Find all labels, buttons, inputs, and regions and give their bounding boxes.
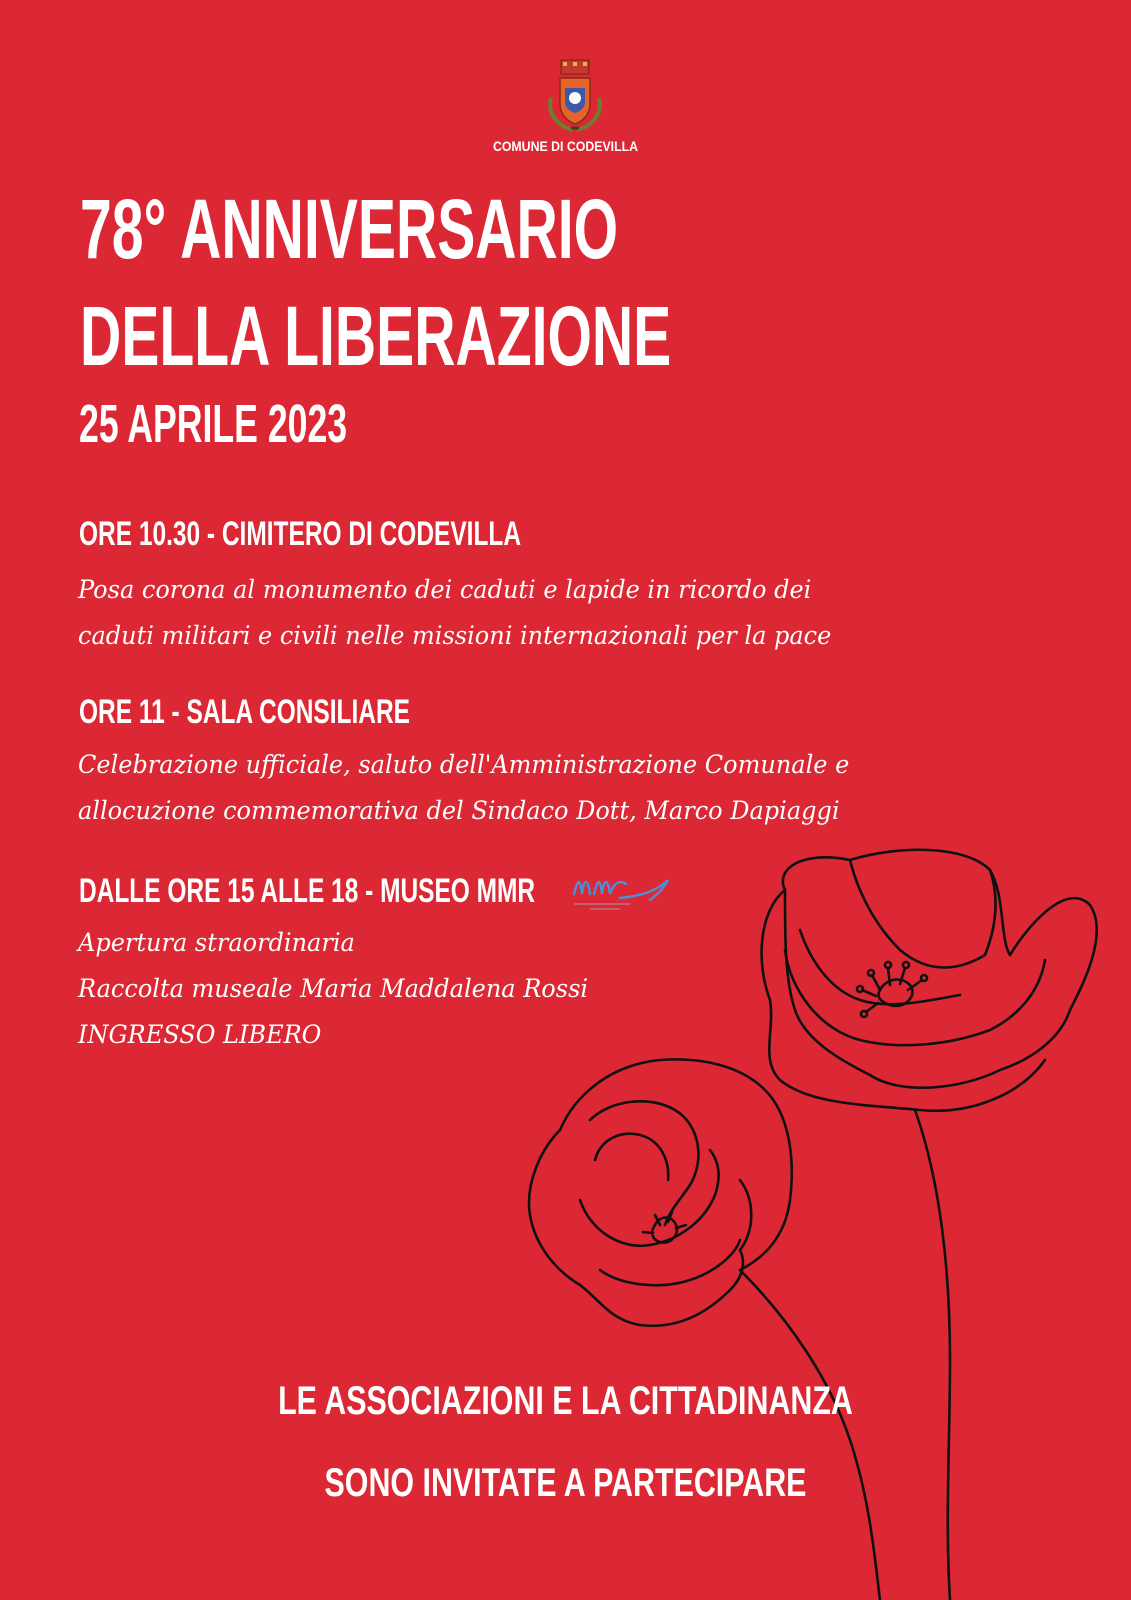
event-2-desc-line: allocuzione commemorativa del Sindaco Dott, Marco Dapiaggi xyxy=(78,796,840,825)
invitation-line-1: LE ASSOCIAZIONI E LA CITTADINANZA xyxy=(278,1379,853,1423)
event-1-desc-line: caduti militari e civili nelle missioni internazionali per la pace xyxy=(78,621,832,650)
page-title-line-1: 78° ANNIVERSARIO xyxy=(80,182,619,276)
invitation-text xyxy=(0,1360,1131,1524)
event-3-heading: DALLE ORE 15 ALLE 18 - MUSEO MMR xyxy=(79,872,536,910)
comune-crest-icon xyxy=(543,58,607,136)
event-3-desc-line: Raccolta museale Maria Maddalena Rossi xyxy=(78,974,589,1003)
invitation-line-2: SONO INVITATE A PARTECIPARE xyxy=(324,1461,807,1505)
event-1-heading: ORE 10.30 - CIMITERO DI CODEVILLA xyxy=(79,515,522,553)
event-2-desc-line: Celebrazione ufficiale, saluto dell'Amministrazione Comunale e xyxy=(78,750,850,779)
event-2-description xyxy=(78,742,849,834)
event-date: 25 APRILE 2023 xyxy=(79,394,348,454)
page-title-line-2: DELLA LIBERAZIONE xyxy=(80,289,672,383)
event-1-description xyxy=(78,567,831,659)
mmr-museum-logo-icon xyxy=(570,866,680,916)
event-3-description xyxy=(78,920,588,1058)
event-2-heading: ORE 11 - SALA CONSILIARE xyxy=(79,693,410,731)
comune-label: COMUNE DI CODEVILLA xyxy=(492,138,639,154)
event-3-desc-line: INGRESSO LIBERO xyxy=(78,1020,322,1049)
event-3-desc-line: Apertura straordinaria xyxy=(78,928,355,957)
event-1-desc-line: Posa corona al monumento dei caduti e lapide in ricordo dei xyxy=(78,575,812,604)
